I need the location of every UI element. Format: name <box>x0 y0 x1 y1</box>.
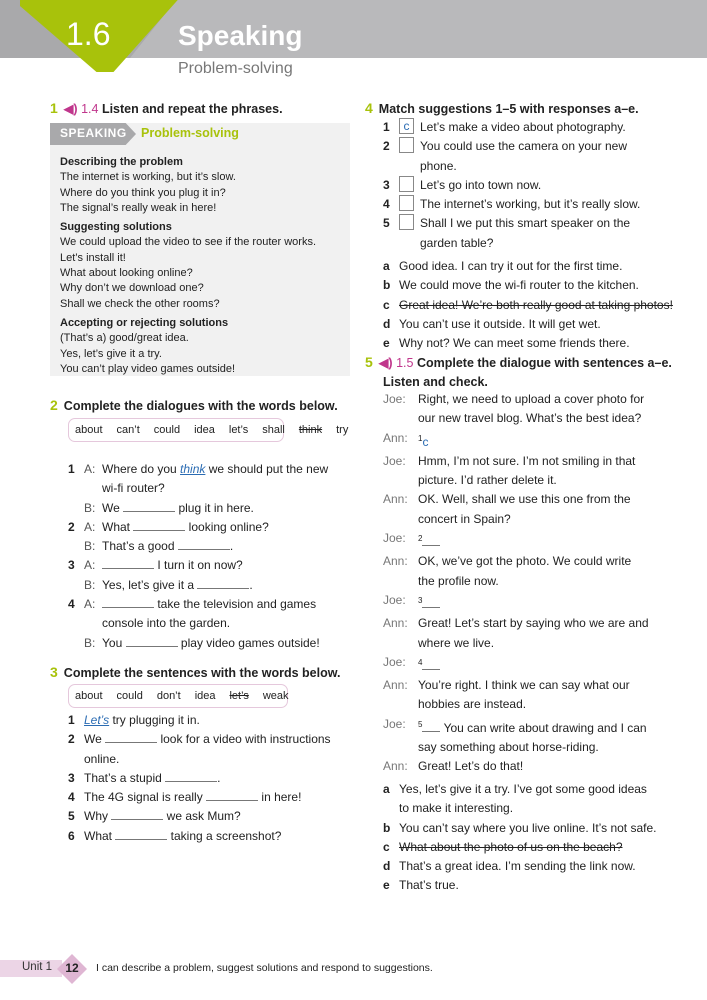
ex3-heading <box>50 663 340 683</box>
answer-blank[interactable] <box>422 534 440 546</box>
dialogue-line <box>383 490 693 529</box>
text: picture. I’d rather delete it. <box>418 473 557 488</box>
line-text <box>418 552 631 591</box>
answer-blank[interactable] <box>111 808 163 820</box>
text: where we live. <box>418 635 495 650</box>
item-letter: c <box>383 839 390 854</box>
item-number: 1 <box>68 713 75 727</box>
sentence <box>68 807 353 826</box>
answer-blank[interactable] <box>178 538 230 550</box>
response <box>383 334 693 353</box>
phrase: The internet is working, but it’s slow. <box>60 171 236 184</box>
dialogue-line <box>383 552 693 591</box>
speaking-phrases <box>60 151 345 377</box>
phrase: Yes, let’s give it a try. <box>60 347 162 360</box>
line-text <box>418 757 523 776</box>
word: could <box>153 424 181 436</box>
phrase: (That’s a) good/great idea. <box>60 332 189 345</box>
text: You <box>102 635 126 650</box>
text: Shall I we put this smart speaker on the <box>420 216 631 231</box>
speaker: A: <box>84 597 96 612</box>
line-text <box>418 452 635 491</box>
speaker: Ann: <box>383 759 408 774</box>
line-text <box>418 529 440 552</box>
ex4-responses <box>383 257 693 353</box>
gap <box>418 535 440 549</box>
answer-box[interactable] <box>399 176 414 192</box>
text: Hmm, I’m not sure. I’m not smiling in that <box>418 453 636 468</box>
line-text <box>102 576 253 595</box>
answer-blank[interactable] <box>105 731 157 743</box>
text <box>399 857 636 876</box>
ex1-heading <box>50 99 283 119</box>
instruction: Complete the dialogues with the words below. <box>63 399 338 413</box>
dialogue-line <box>68 537 353 556</box>
line-text <box>84 711 200 730</box>
gap-number: 5 <box>418 719 423 729</box>
text <box>399 819 657 838</box>
text-line: Yes, let’s give it a try. I’ve got some good ideas <box>399 782 647 796</box>
speaker: Joe: <box>383 531 406 546</box>
item-letter: d <box>383 316 391 331</box>
speaker: A: <box>84 519 96 534</box>
dialogue-line <box>383 653 693 676</box>
speaker: Joe: <box>383 716 406 731</box>
continuation: online. <box>84 751 120 766</box>
text-line: That’s a great idea. I’m sending the link now. <box>399 859 636 874</box>
text: we ask Mum? <box>163 809 241 824</box>
dialogue-line <box>383 452 693 491</box>
line-text <box>102 499 254 518</box>
phrase: Where do you think you plug it in? <box>60 186 226 199</box>
page-title: Speaking <box>178 20 303 51</box>
dialogue-line <box>383 390 693 429</box>
dialogue-line <box>68 518 353 537</box>
line-text <box>84 827 281 846</box>
word: let’s <box>228 424 249 436</box>
text: Where do you <box>102 462 181 476</box>
speaker: B: <box>84 500 96 515</box>
ex-number: 1 <box>50 100 58 116</box>
option <box>383 838 693 857</box>
item-number: 3 <box>383 177 390 192</box>
item-number: 2 <box>68 519 75 534</box>
text: the profile now. <box>418 573 499 588</box>
line-text <box>102 556 243 575</box>
phrase-heading: Accepting or rejecting solutions <box>60 316 229 329</box>
speaker: Ann: <box>383 554 408 569</box>
answer-blank[interactable] <box>115 828 167 840</box>
option <box>383 780 693 819</box>
answer-box[interactable]: c <box>399 118 414 134</box>
gap-number: 4 <box>418 657 423 667</box>
speaker: Ann: <box>383 492 408 507</box>
ex-number: 5 <box>365 354 373 370</box>
line-text <box>102 595 316 614</box>
text: Great! Let’s start by saying who we are and <box>418 616 649 631</box>
lesson-number: 1.6 <box>66 16 111 52</box>
answer-blank[interactable] <box>422 720 440 732</box>
text: Yes, let’s give it a <box>102 577 198 592</box>
line-text <box>102 634 320 653</box>
item-number: 4 <box>68 597 75 612</box>
text: take the television and games <box>154 597 317 612</box>
speaker: B: <box>84 577 96 592</box>
line-text <box>418 390 644 429</box>
instruction: Complete the sentences with the words below. <box>63 666 341 680</box>
speaking-tab-label: SPEAKING <box>60 126 127 140</box>
instruction: Listen and check. <box>383 375 488 389</box>
speaker: Ann: <box>383 430 408 445</box>
line-text <box>84 807 241 826</box>
speaker: Ann: <box>383 678 408 693</box>
item-number <box>68 634 84 653</box>
text: concert in Spain? <box>418 511 511 526</box>
word: let’s <box>229 690 249 702</box>
answer-blank[interactable] <box>422 658 440 670</box>
item-letter: b <box>383 278 391 293</box>
text: taking a screenshot? <box>167 828 282 843</box>
text <box>399 838 623 857</box>
answer-blank[interactable] <box>102 557 154 569</box>
word-box-3 <box>68 684 288 708</box>
text-line: That’s true. <box>399 878 459 893</box>
answer-blank[interactable] <box>165 770 217 782</box>
text-line: What about the photo of us on the beach? <box>399 839 623 854</box>
suggestion <box>383 137 693 156</box>
word-box-2 <box>68 418 349 442</box>
text: Good idea. I can try it out for the first time. <box>399 259 623 273</box>
text: try plugging it in. <box>109 713 200 727</box>
dialogue-line <box>383 757 693 776</box>
sentence <box>68 711 353 730</box>
phrase: We could upload the video to see if the router works. <box>60 236 316 249</box>
item-number: 2 <box>383 139 390 154</box>
answer: Let’s <box>84 713 110 727</box>
line-text <box>418 676 630 715</box>
text: Why not? We can meet some friends there. <box>399 336 630 351</box>
answer-box[interactable] <box>399 214 414 230</box>
text: . <box>217 770 221 785</box>
continuation: phone. <box>420 158 457 173</box>
item-number <box>68 499 84 518</box>
text: You can write about drawing and I can <box>443 720 647 735</box>
answer-blank[interactable] <box>197 577 249 589</box>
line-text <box>84 788 301 807</box>
word: idea <box>194 690 216 702</box>
dialogue-line <box>383 614 693 653</box>
gap <box>418 721 440 735</box>
audio-icon[interactable]: ◀) <box>378 356 393 370</box>
line-text <box>102 518 269 537</box>
word: can’t <box>116 424 140 436</box>
text: We could move the wi-fi router to the kitchen. <box>399 278 639 293</box>
item-number: 1 <box>68 462 75 476</box>
text: What <box>84 828 116 843</box>
speaking-box-title: Problem-solving <box>141 126 239 140</box>
can-do-statement: I can describe a problem, suggest solutions and respond to suggestions. <box>96 962 433 974</box>
ex3-list <box>68 711 353 846</box>
text: What <box>102 519 134 534</box>
sentence <box>68 769 353 788</box>
ex4-list <box>383 118 693 253</box>
text: our new travel blog. What’s the best idea? <box>418 411 642 426</box>
text: That’s a good <box>102 539 178 554</box>
phrase: Let’s install it! <box>60 251 126 264</box>
dialogue-line <box>68 595 353 614</box>
line-text <box>102 537 233 556</box>
text: I turn it on now? <box>154 558 243 573</box>
track-number: 1.5 <box>396 356 414 370</box>
gap-number: 3 <box>418 595 423 605</box>
response <box>383 276 693 295</box>
phrase: What about looking online? <box>60 267 193 280</box>
ex4-heading <box>365 99 639 119</box>
dialogue-line <box>68 576 353 595</box>
text: OK, we’ve got the photo. We could write <box>418 554 632 569</box>
dialogue-line <box>383 676 693 715</box>
dialogue-line <box>383 591 693 614</box>
item-number: 5 <box>68 809 75 824</box>
answer-blank[interactable] <box>206 789 258 801</box>
text: We <box>102 500 124 515</box>
page-subtitle: Problem-solving <box>178 60 293 77</box>
text: The internet’s working, but it’s really slow. <box>420 197 641 212</box>
text: in here! <box>258 790 302 805</box>
item-letter: d <box>383 859 391 874</box>
text <box>399 780 647 819</box>
audio-icon[interactable]: ◀) <box>63 102 78 116</box>
dialogue-line <box>68 460 353 479</box>
answer-blank[interactable] <box>123 500 175 512</box>
dialogue-line <box>68 556 353 575</box>
ex5-heading <box>365 353 695 392</box>
suggestion <box>383 118 693 137</box>
text: look for a video with instructions <box>157 732 331 747</box>
text: play video games outside! <box>177 635 320 650</box>
text: Right, we need to upload a cover photo for <box>418 392 645 406</box>
dialogue-line <box>383 429 693 452</box>
phrase-heading: Describing the problem <box>60 156 183 168</box>
gap <box>418 597 440 611</box>
option <box>383 857 693 876</box>
text: Great! Let’s do that! <box>418 759 524 774</box>
answer-box[interactable] <box>399 137 414 153</box>
item-number: 3 <box>68 558 75 573</box>
suggestion <box>383 195 693 214</box>
response <box>383 296 693 315</box>
suggestion <box>383 176 693 195</box>
speaker: Joe: <box>383 392 406 406</box>
gap-number: 2 <box>418 534 423 544</box>
answer-blank[interactable] <box>126 635 178 647</box>
option <box>383 819 693 838</box>
ex5-options <box>383 780 693 896</box>
text: You could use the camera on your new <box>420 139 628 154</box>
word: idea <box>194 424 215 436</box>
item-number <box>68 537 84 556</box>
text: Let’s go into town now. <box>420 177 542 192</box>
item-number: 4 <box>383 197 390 212</box>
item-letter: b <box>383 820 391 835</box>
gap-number: 1 <box>418 433 423 443</box>
line-text <box>418 591 440 614</box>
answer-box[interactable] <box>399 195 414 211</box>
continuation: wi-fi router? <box>102 481 165 496</box>
speaker: A: <box>84 558 96 573</box>
text-line: to make it interesting. <box>399 801 514 816</box>
instruction: Match suggestions 1–5 with responses a–e. <box>378 102 639 116</box>
ex-number: 2 <box>50 397 58 413</box>
ex5-dialogue <box>383 390 693 777</box>
text: . <box>229 539 234 554</box>
word: think <box>298 424 323 436</box>
speaker: B: <box>84 635 96 650</box>
text: You can’t use it outside. It will get wet. <box>399 316 601 331</box>
gap <box>418 659 440 673</box>
sentence <box>68 730 353 749</box>
dialogue-line <box>383 715 693 758</box>
word: shall <box>262 424 285 436</box>
item-number: 5 <box>383 216 390 231</box>
text: plug it in here. <box>175 500 254 515</box>
text: Let’s make a video about photography. <box>420 120 626 134</box>
item-letter: e <box>383 336 390 351</box>
text: The 4G signal is really <box>84 790 207 805</box>
line-text <box>418 429 428 452</box>
ex-number: 3 <box>50 664 58 680</box>
text: OK. Well, shall we use this one from the <box>418 492 631 507</box>
answer-blank[interactable] <box>422 596 440 608</box>
text: . <box>249 577 253 592</box>
page-number: 12 <box>65 961 79 975</box>
line-text <box>102 460 328 479</box>
text: That’s a stupid <box>84 770 166 785</box>
item-number: 6 <box>68 828 75 843</box>
phrase: The signal’s really weak in here! <box>60 201 217 214</box>
item-number: 2 <box>68 732 75 747</box>
text <box>399 876 459 895</box>
item-letter: a <box>383 782 390 796</box>
dialogue-line <box>383 529 693 552</box>
answer[interactable]: c <box>422 434 429 449</box>
answer-blank[interactable] <box>133 519 185 531</box>
phrase-heading: Suggesting solutions <box>60 221 172 234</box>
response <box>383 315 693 334</box>
phrase: Why don’t we download one? <box>60 282 204 295</box>
line-text <box>418 653 440 676</box>
response <box>383 257 693 276</box>
line-text <box>84 730 331 749</box>
ex2-heading <box>50 396 338 416</box>
continuation: console into the garden. <box>102 616 231 631</box>
dialogue-line <box>68 634 353 653</box>
dialogue-line <box>68 499 353 518</box>
line-text <box>418 715 647 758</box>
text: We <box>84 732 106 747</box>
item-number: 4 <box>68 790 75 805</box>
phrase: Shall we check the other rooms? <box>60 297 220 310</box>
word: about <box>75 690 103 702</box>
word: weak <box>262 690 289 702</box>
speaker: A: <box>84 462 96 476</box>
line-text <box>418 614 649 653</box>
word: try <box>336 424 349 436</box>
text: looking online? <box>185 519 269 534</box>
instruction: Listen and repeat the phrases. <box>101 102 283 116</box>
ex-number: 4 <box>365 100 373 116</box>
item-letter: a <box>383 259 390 273</box>
word: about <box>75 424 103 436</box>
continuation: garden table? <box>420 235 494 250</box>
sentence <box>68 827 353 846</box>
text: Great idea! We’re both really good at taking photos! <box>399 297 673 312</box>
phrase: You can’t play video games outside! <box>60 362 236 375</box>
sentence <box>68 788 353 807</box>
track-number: 1.4 <box>81 102 99 116</box>
answer-blank[interactable] <box>102 596 154 608</box>
text: we should put the new <box>205 462 329 476</box>
text: You’re right. I think we can say what our <box>418 678 630 693</box>
word: don’t <box>156 690 181 702</box>
speaker: Ann: <box>383 616 408 631</box>
speaker: Joe: <box>383 654 406 669</box>
speaker: B: <box>84 539 96 554</box>
item-number: 3 <box>68 770 75 785</box>
unit-label: Unit 1 <box>22 961 53 973</box>
item-number: 1 <box>383 120 390 134</box>
text: Why <box>84 809 112 824</box>
option <box>383 876 693 895</box>
speaker: Joe: <box>383 453 406 468</box>
item-letter: c <box>383 297 390 312</box>
answer: think <box>180 462 206 476</box>
line-text <box>84 769 221 788</box>
suggestion <box>383 214 693 233</box>
line-text <box>418 490 631 529</box>
speaker: Joe: <box>383 592 406 607</box>
item-number <box>68 576 84 595</box>
gap <box>418 435 428 449</box>
word: could <box>116 690 143 702</box>
text: hobbies are instead. <box>418 697 527 712</box>
instruction: Complete the dialogue with sentences a–e. <box>416 356 672 370</box>
ex2-list <box>68 460 353 653</box>
text: say something about horse-riding. <box>418 740 599 755</box>
text-line: You can’t say where you live online. It’s not safe. <box>399 820 657 835</box>
item-letter: e <box>383 878 390 893</box>
